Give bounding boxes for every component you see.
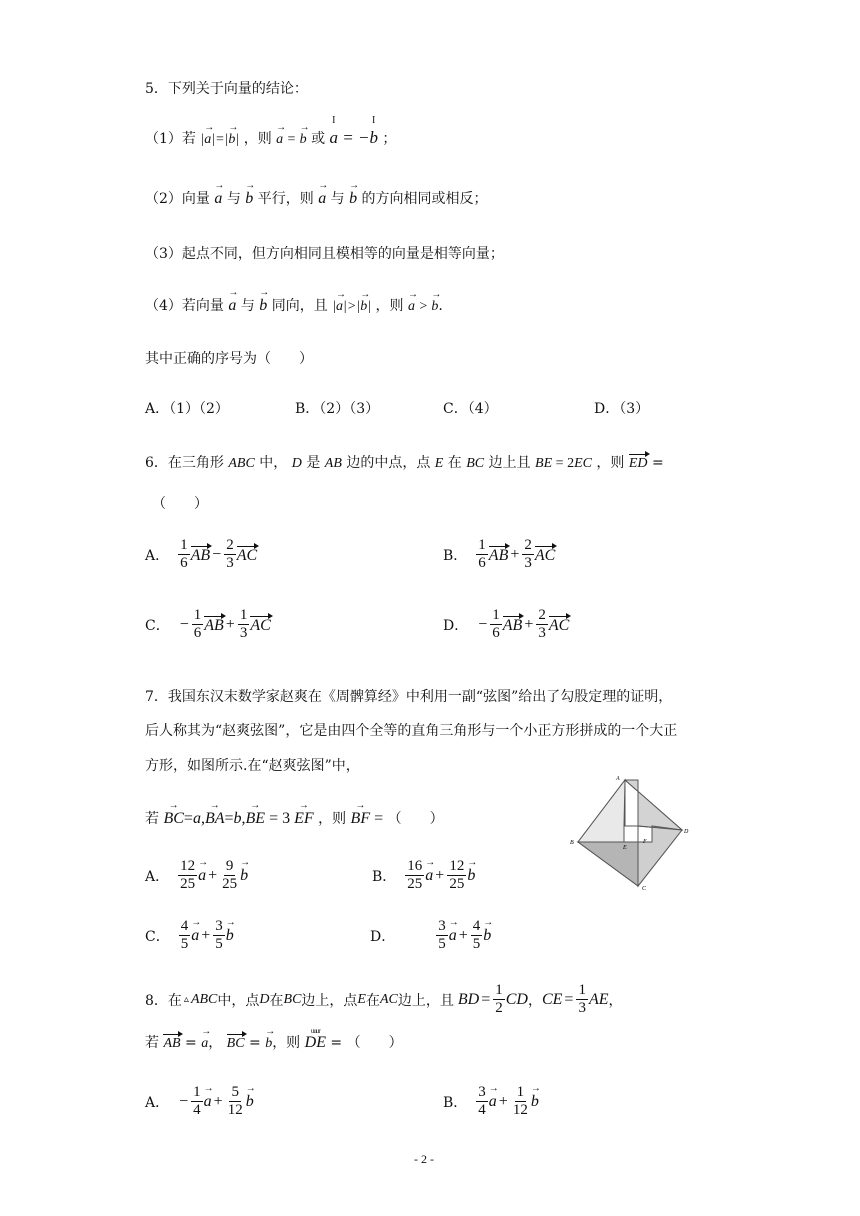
q5-s1-pre: （1）若 [145,131,196,147]
q5-s1-end: ； [382,131,397,147]
q5-s4-end: . [438,298,443,314]
q5-s4-then: ，则 [375,298,404,314]
q7-label-c: C． [145,928,170,945]
q5-s4-pre: （4）若向量 [145,298,224,314]
q7-paren: （ ） [387,811,444,827]
q7-line-1: 7．我国东汉末数学家赵爽在《周髀算经》中利用一副“弦图”给出了勾股定理的证明， [145,689,673,705]
diagram-label-a: A [616,776,620,782]
q6-label-d: D． [443,617,469,634]
q8-comma-2: ， [608,992,623,1009]
q5-s1-or: 或 [311,131,326,147]
q7-line-2: 后人称其为“赵爽弦图”，它是由四个全等的直角三角形与一个小正方形拼成的一个大正 [145,723,678,739]
q5-tiny-mark: I [332,115,336,126]
page-number: - 2 - [414,1152,434,1166]
q8-p4: 边上，点 [301,992,358,1009]
q5-s1-mid: ，则 [243,131,272,147]
diagram-inner-square [624,826,638,842]
q7-option-b: B． $\frac{16}{25}$ a → + $\frac{12}{25}$ b → [372,856,478,892]
q6-option-b: B． $\frac{1}{6}$ AB + $\frac{2}{3}$ AC [443,537,556,571]
diagram-label-e: E [623,845,627,851]
q7-then: ，则 [318,811,347,827]
q5-statement-1: （1）若 |a → |=|b → | ，则 a → = b → 或 a I = −b I ； [145,115,397,147]
q7-label-d: D． [370,928,396,945]
q8-p5: 在 [365,992,380,1009]
q5-s2-pre: （2）向量 [145,191,210,207]
q8-option-b: B． $\frac{3}{4}$ a → + $\frac{1}{12}$ b → [443,1082,541,1118]
q6-option-c: C． − $\frac{1}{6}$ AB + $\frac{1}{3}$ AC [145,607,271,641]
q6-label-b: B． [443,547,468,564]
q6-label-a: A． [145,547,170,564]
diagram-label-d: D [684,829,689,835]
q7-label-b: B． [372,868,397,885]
q5-s2-with2: 与 [330,191,345,207]
q5-s4-with: 与 [240,298,255,314]
q8-condition: 若 AB = a → ， BC = b → ，则 DE uuur = （ ） [145,1026,403,1051]
q8-stem: 8．在 ▵ ABC 中，点 D 在 BC 边上，点 E 在 AC 边上，且 BD = $\frac{1}{2}$ CD ， CE = $\frac{1}{3}$ AE ， [145,982,623,1016]
q5-stem: 5．下列关于向量的结论： [145,81,308,97]
q8-triangle-symbol: ▵ [183,994,189,1005]
q8-label-a: A． [145,1094,170,1111]
q6-label-c: C． [145,617,170,634]
q6-paren: （ ） [152,496,208,512]
q6-stem: 6．在三角形 ABC 中， D 是 AB 边的中点，点 E 在 BC 边上且 BE = 2EC ，则 ED = [145,455,664,471]
q8-uuur-mark: uuur [310,1027,320,1035]
q8-label-b: B． [443,1094,468,1111]
q8-p1: 8．在 [145,992,182,1009]
q7-if: 若 [145,811,159,827]
q5-ask: 其中正确的序号为（ ） [145,351,313,367]
q5-s2-mid: 平行，则 [257,191,314,207]
q5-s2-with: 与 [226,191,241,207]
diagram-triangle-left [578,780,625,842]
q6-p7: ，则 [596,455,625,471]
q7-option-a: A． $\frac{12}{25}$ a → + $\frac{9}{25}$ b → [145,856,251,892]
q6-p6: 边上且 [488,455,531,471]
zhao-shuang-diagram [568,776,698,892]
q8-p3: 在 [269,992,284,1009]
diagram-label-f: F [643,839,647,845]
q6-p3: 是 [306,455,321,471]
q5-statement-4: （4）若向量 a → 与 b → 同向，且 |a → |>|b → | ，则 a → > b → . [145,287,443,314]
q5-option-b: B．（2）（3） [295,401,380,417]
q6-p4: 边的中点，点 [346,455,431,471]
q5-option-d: D．（3） [594,401,650,417]
q6-p5: 在 [447,455,462,471]
diagram-label-c: C [642,886,647,892]
q8-if: 若 [145,1035,159,1051]
q7-condition: 若 BC → =a,BA → =b,BE → = 3 EF → ，则 BF → = （ ） [145,800,444,827]
q8-comma: ， [527,992,542,1009]
q8-then: ，则 [272,1035,301,1051]
q7-line-3: 方形，如图所示.在“赵爽弦图”中， [145,758,360,774]
q6-option-a: A． $\frac{1}{6}$ AB − $\frac{2}{3}$ AC [145,537,258,571]
q6-p1: 6．在三角形 [145,455,224,471]
q8-p2: 中，点 [217,992,260,1009]
q8-option-a: A． − $\frac{1}{4}$ a → + $\frac{5}{12}$ b → [145,1082,256,1118]
q7-option-c: C． $\frac{4}{5}$ a → + $\frac{3}{5}$ b → [145,916,236,952]
q5-option-c: C．（4） [443,401,498,417]
q5-s2-end: 的方向相同或相反； [361,191,488,207]
q5-option-a: A．（1）（2） [145,401,229,417]
q5-tiny-mark-2: I [372,115,376,126]
q5-statement-2: （2）向量 a → 与 b → 平行，则 a → 与 b → 的方向相同或相反； [145,180,488,207]
q7-option-d: D． $\frac{3}{5}$ a → + $\frac{4}{5}$ b → [370,916,494,952]
q5-s4-mid: 同向，且 [271,298,328,314]
diagram-triangle-bottom [578,842,638,886]
diagram-label-b: B [570,840,574,846]
q7-label-a: A． [145,868,170,885]
q8-paren: （ ） [346,1035,403,1051]
q5-statement-3: （3）起点不同，但方向相同且模相等的向量是相等向量； [145,246,504,262]
q8-p6: 边上，且 [397,992,454,1009]
q8-comma-3: ， [208,1035,223,1051]
q6-option-d: D． − $\frac{1}{6}$ AB + $\frac{2}{3}$ AC [443,607,570,641]
q6-p2: 中， [259,455,288,471]
